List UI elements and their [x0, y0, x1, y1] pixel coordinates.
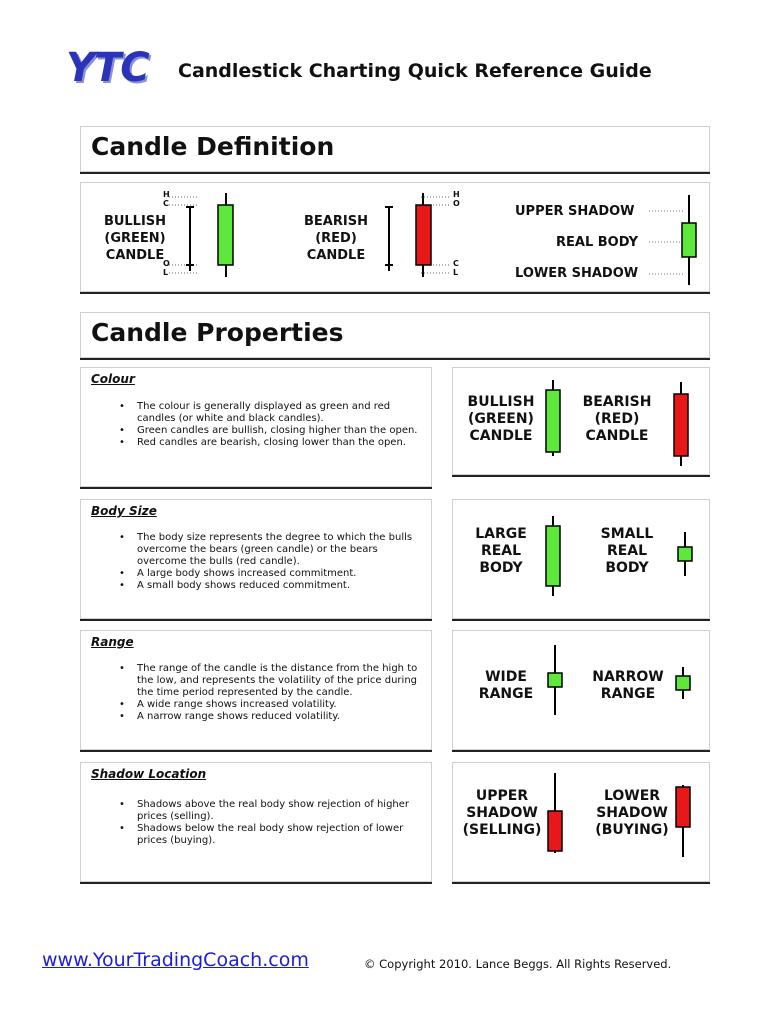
body-size-bullets — [119, 532, 419, 592]
bearish-candle-label: BEARISH (RED) CANDLE — [304, 214, 368, 261]
list-item: • Green candles are bullish, closing higher than the open. — [119, 425, 419, 437]
bull-marker-l: L — [163, 268, 169, 277]
list-item: • A small body shows reduced commitment. — [119, 580, 419, 592]
lower-shadow-candle — [671, 783, 695, 859]
bearish-candle — [669, 380, 693, 468]
definition-title: Candle Definition — [91, 132, 335, 161]
range-bullets — [119, 663, 419, 723]
page-title: Candlestick Charting Quick Reference Guide — [178, 60, 652, 82]
lower-shadow-label: LOWER SHADOW — [515, 266, 639, 281]
definition-panel — [80, 182, 710, 292]
shadow-location-heading: Shadow Location — [91, 767, 207, 781]
wide-range-label: WIDE RANGE — [478, 669, 534, 702]
colour-heading: Colour — [91, 372, 135, 386]
properties-title: Candle Properties — [91, 318, 344, 347]
bear-marker-o: O — [453, 199, 460, 208]
small-body-candle — [673, 530, 697, 578]
colour-figure-panel — [452, 367, 710, 475]
list-item: • A narrow range shows reduced volatility. — [119, 711, 419, 723]
list-item: • A large body shows increased commitment. — [119, 568, 419, 580]
shadow-location-bullets — [119, 799, 419, 847]
bullish-label: BULLISH (GREEN) CANDLE — [467, 394, 535, 444]
bear-marker-l: L — [453, 268, 459, 277]
list-item: • The colour is generally displayed as green and red candles (or white and black candles). — [119, 401, 419, 425]
real-body-label: REAL BODY — [556, 235, 638, 250]
definition-title-box — [80, 126, 710, 172]
website-link[interactable]: www.YourTradingCoach.com — [42, 949, 309, 971]
colour-text-panel — [80, 367, 432, 487]
colour-bullets — [119, 401, 419, 449]
bearish-candle-diagram — [381, 189, 461, 281]
body-size-text-panel — [80, 499, 432, 619]
wide-range-candle — [543, 643, 567, 717]
properties-title-box — [80, 312, 710, 358]
list-item: • Red candles are bearish, closing lower than the open. — [119, 437, 419, 449]
bearish-label: BEARISH (RED) CANDLE — [582, 394, 652, 444]
upper-shadow-label: UPPER SHADOW — [515, 204, 635, 219]
list-item: • The body size represents the degree to which the bulls overcome the bears (green candle) or the bears overcome the bulls (red candle). — [119, 532, 419, 568]
large-body-candle — [541, 514, 565, 598]
bullish-candle — [541, 378, 565, 458]
anatomy-candle-diagram — [647, 191, 697, 287]
upper-shadow-candle — [543, 771, 567, 855]
small-body-label: SMALL REAL BODY — [600, 526, 654, 576]
list-item: • The range of the candle is the distance from the high to the low, and represents the volatility of the price during the time period represented by the candle. — [119, 663, 419, 699]
copyright-text: © Copyright 2010. Lance Beggs. All Rights Reserved. — [364, 957, 672, 971]
bullish-candle-diagram — [169, 189, 249, 281]
list-item: • A wide range shows increased volatility. — [119, 699, 419, 711]
upper-shadow-selling-label: UPPER SHADOW (SELLING) — [462, 788, 542, 838]
range-figure-panel — [452, 630, 710, 750]
lower-shadow-buying-label: LOWER SHADOW (BUYING) — [595, 788, 669, 838]
bull-marker-o: O — [163, 259, 170, 268]
range-heading: Range — [91, 635, 134, 649]
large-body-label: LARGE REAL BODY — [475, 526, 527, 576]
range-text-panel — [80, 630, 432, 750]
shadow-location-figure-panel — [452, 762, 710, 882]
ytc-logo: YTC — [66, 45, 149, 91]
narrow-range-candle — [671, 665, 695, 701]
shadow-location-text-panel — [80, 762, 432, 882]
body-size-figure-panel — [452, 499, 710, 619]
bull-marker-c: C — [163, 199, 169, 208]
list-item: • Shadows above the real body show rejection of higher prices (selling). — [119, 799, 419, 823]
bear-marker-c: C — [453, 259, 459, 268]
narrow-range-label: NARROW RANGE — [592, 669, 664, 702]
bullish-candle-label: BULLISH (GREEN) CANDLE — [103, 214, 167, 261]
bull-marker-h: H — [163, 190, 170, 199]
body-size-heading: Body Size — [91, 504, 157, 518]
bear-marker-h: H — [453, 190, 460, 199]
list-item: • Shadows below the real body show rejection of lower prices (buying). — [119, 823, 419, 847]
